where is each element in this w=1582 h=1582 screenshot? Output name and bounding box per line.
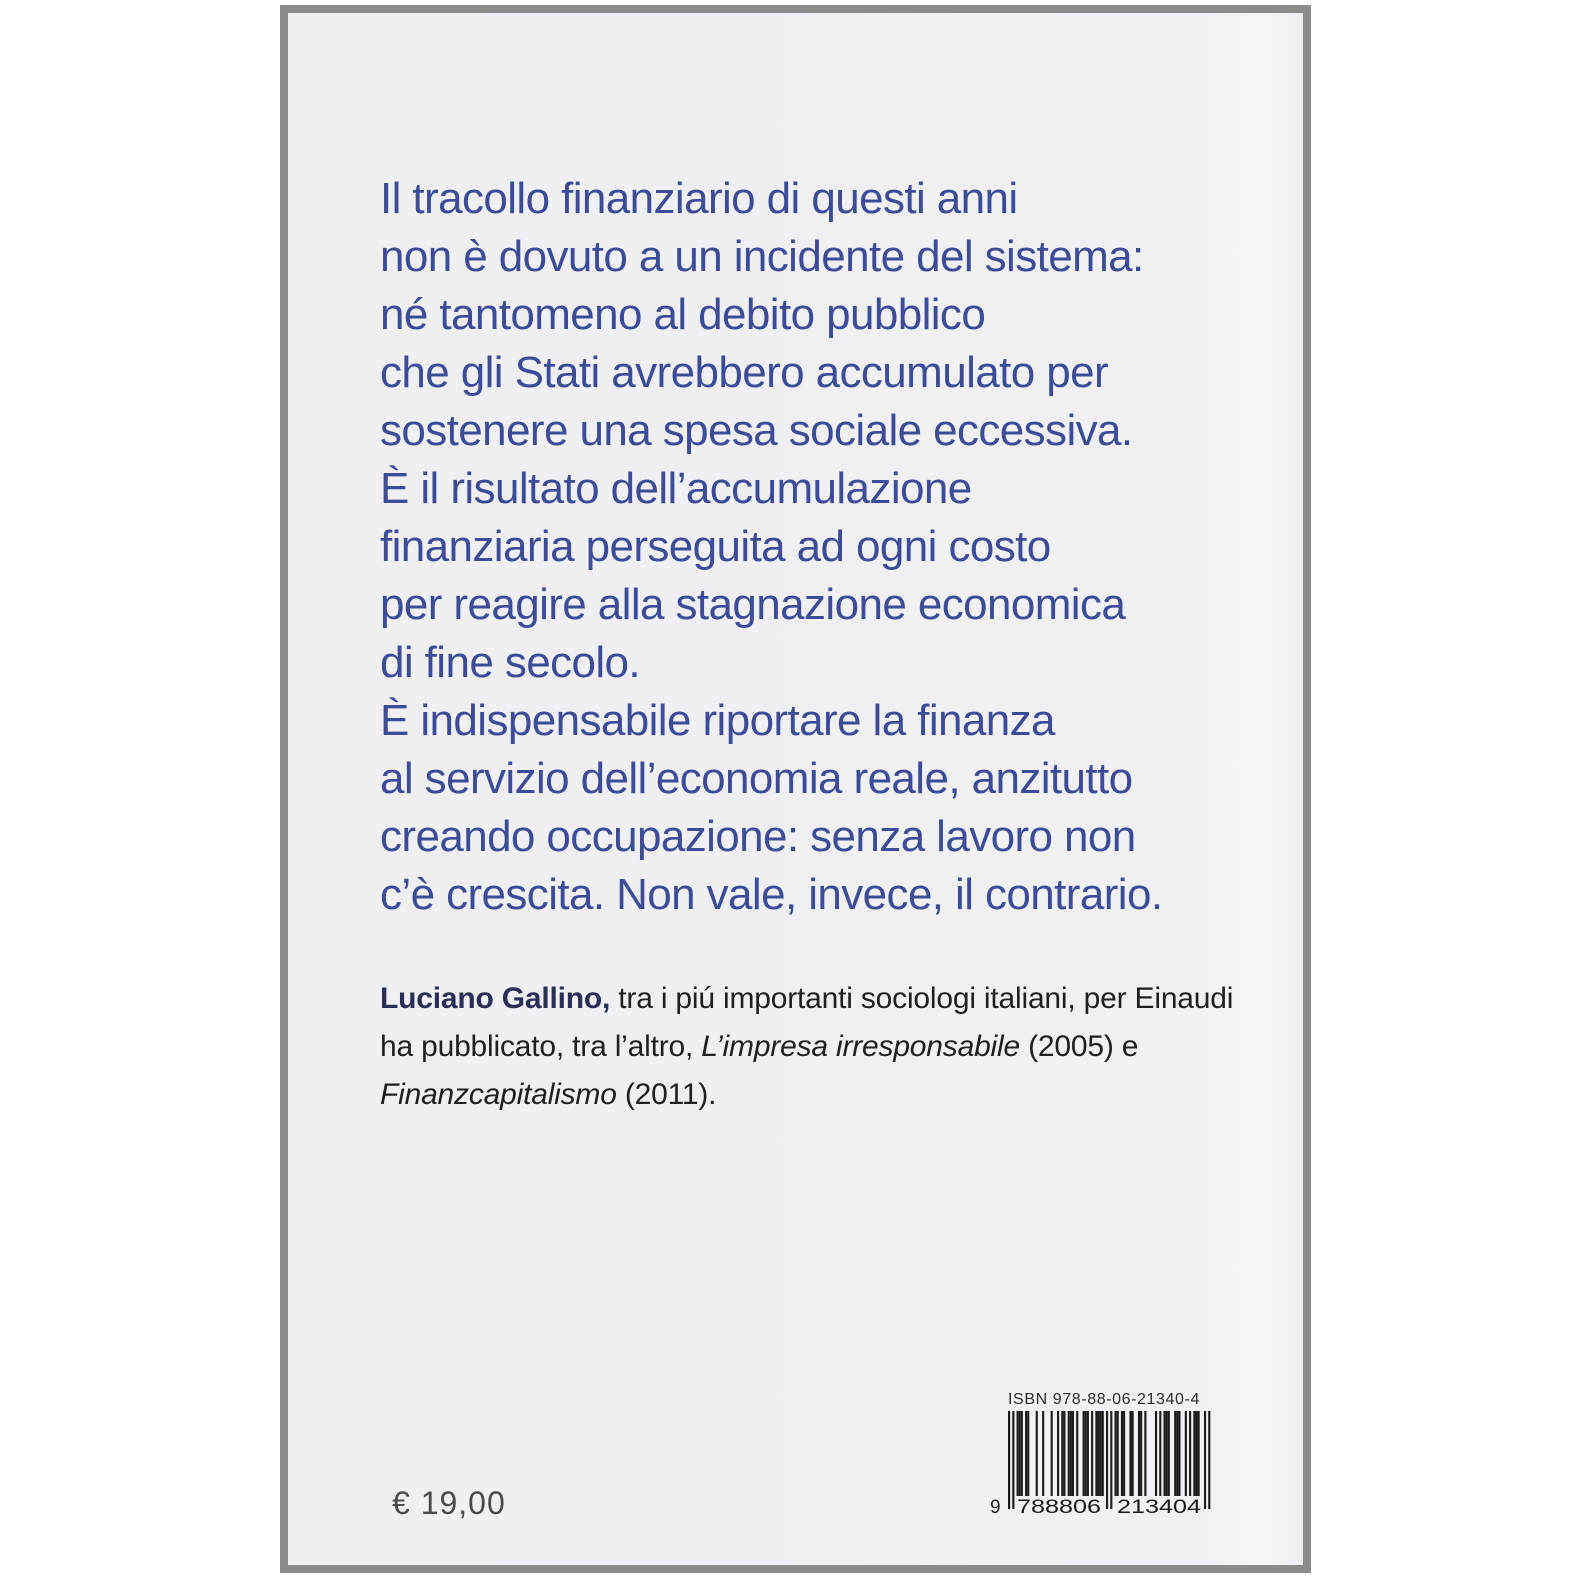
blurb-line: al servizio dell’economia reale, anzitutto	[380, 754, 1133, 803]
blurb-line: creando occupazione: senza lavoro non	[380, 812, 1136, 861]
author-name: Luciano Gallino,	[380, 982, 611, 1015]
book-back-cover	[280, 5, 1311, 1573]
blurb-line: che gli Stati avrebbero accumulato per	[380, 348, 1109, 397]
svg-text:788806: 788806	[1017, 1497, 1101, 1515]
blurb-line: sostenere una spesa sociale eccessiva.	[380, 406, 1133, 455]
author-bio	[380, 975, 1240, 1119]
bio-segment: tra i piú importanti sociologi italiani, per Einaudi ha pubblicato, tra l’altro,	[380, 982, 1234, 1063]
blurb-line: non è dovuto a un incidente del sistema:	[380, 232, 1144, 281]
price-label: € 19,00	[392, 1485, 506, 1521]
isbn-block	[986, 1391, 1226, 1515]
blurb-line: per reagire alla stagnazione economica	[380, 580, 1126, 629]
isbn-label: ISBN 978-88-06-21340-4	[1008, 1391, 1200, 1408]
isbn-barcode	[986, 1411, 1226, 1515]
blurb-line: c’è crescita. Non vale, invece, il contrario.	[380, 870, 1163, 919]
blurb-line: È indispensabile riportare la finanza	[380, 696, 1055, 745]
blurb-line: Il tracollo finanziario di questi anni	[380, 174, 1018, 223]
bio-segment: (2005) e	[1019, 1030, 1139, 1063]
blurb-line: finanziaria perseguita ad ogni costo	[380, 522, 1051, 571]
svg-text:9: 9	[990, 1497, 1001, 1515]
blurb-line: di fine secolo.	[380, 638, 641, 687]
bio-segment: (2011).	[616, 1078, 717, 1111]
blurb-text	[380, 170, 1162, 924]
bio-segment: Finanzcapitalismo	[380, 1078, 617, 1111]
svg-text:213404: 213404	[1117, 1497, 1202, 1515]
blurb-line: È il risultato dell’accumulazione	[380, 464, 972, 513]
bio-segment: L’impresa irresponsabile	[701, 1030, 1020, 1063]
blurb-line: né tantomeno al debito pubblico	[380, 290, 986, 339]
